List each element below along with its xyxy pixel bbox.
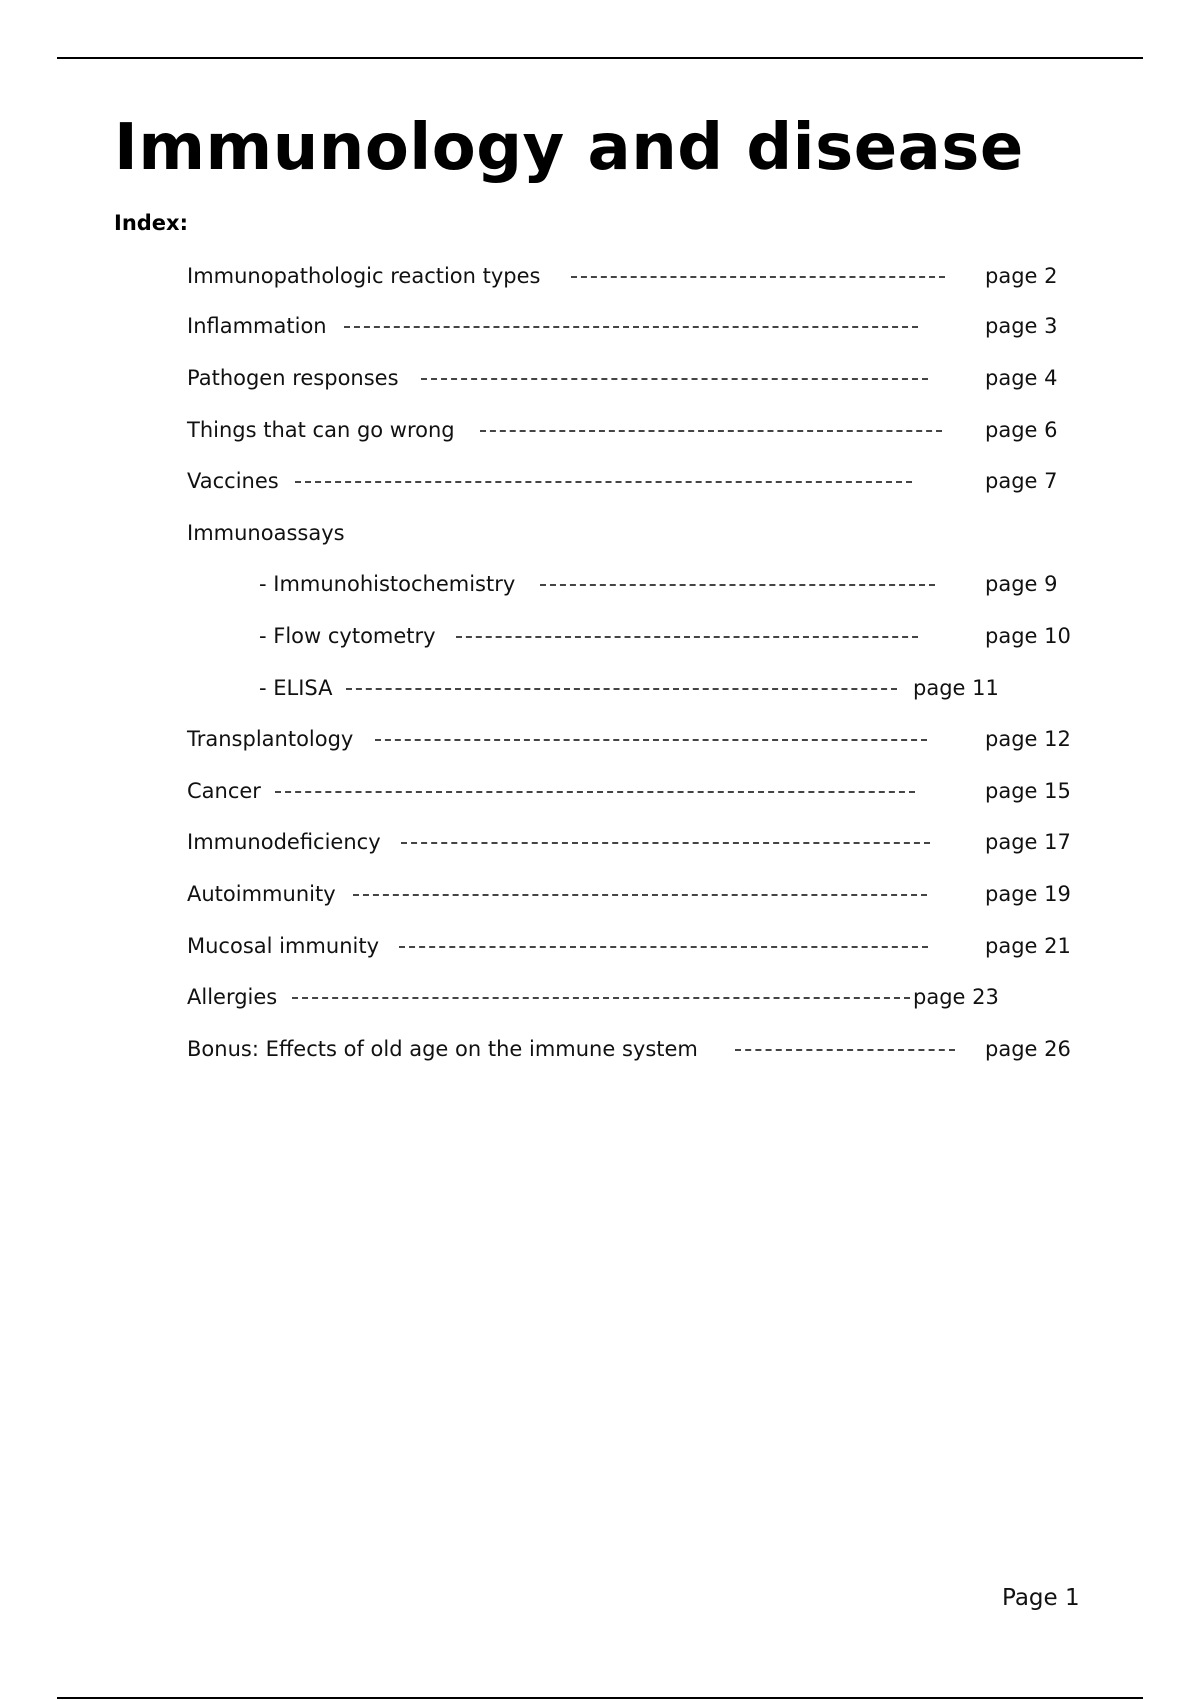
toc-leader-line [353, 894, 927, 896]
toc-entry-title: - Immunohistochemistry [259, 572, 516, 596]
toc-entry [0, 467, 1200, 495]
toc-leader-line [295, 481, 912, 483]
toc-page-reference: page 21 [985, 934, 1071, 958]
toc-page-reference: page 17 [985, 830, 1071, 854]
toc-entry-title: Cancer [187, 779, 261, 803]
toc-leader-line [735, 1049, 955, 1051]
toc-leader-line [480, 430, 942, 432]
toc-leader-line [421, 378, 928, 380]
toc-page-reference: page 9 [985, 572, 1058, 596]
toc-entry-title: Inflammation [187, 314, 327, 338]
toc-page-reference: page 23 [913, 985, 999, 1009]
toc-entry-title: Immunodeficiency [187, 830, 381, 854]
toc-leader-line [344, 326, 918, 328]
toc-entry-title: Autoimmunity [187, 882, 336, 906]
toc-leader-line [375, 739, 927, 741]
toc-leader-line [292, 997, 910, 999]
toc-page-reference: page 6 [985, 418, 1058, 442]
toc-subentry [0, 570, 1200, 598]
toc-entry-title: Things that can go wrong [187, 418, 455, 442]
toc-leader-line [401, 842, 930, 844]
toc-entry [0, 416, 1200, 444]
toc-page-reference: page 2 [985, 264, 1058, 288]
toc-leader-line [456, 636, 918, 638]
toc-entry-title: Pathogen responses [187, 366, 399, 390]
toc-entry-title: Bonus: Effects of old age on the immune system [187, 1037, 698, 1061]
toc-entry-title: Transplantology [187, 727, 354, 751]
bottom-rule [57, 1697, 1143, 1699]
toc-leader-line [399, 946, 928, 948]
toc-entry [0, 364, 1200, 392]
toc-leader-line [540, 584, 935, 586]
toc-page-reference: page 26 [985, 1037, 1071, 1061]
toc-entry [0, 777, 1200, 805]
toc-entry [0, 828, 1200, 856]
toc-entry-title: Mucosal immunity [187, 934, 380, 958]
toc-subentry [0, 622, 1200, 650]
toc-entry [0, 262, 1200, 290]
toc-entry-title: Immunoassays [187, 521, 345, 545]
toc-entry-title: Vaccines [187, 469, 279, 493]
toc-entry [0, 519, 1200, 547]
toc-page-reference: page 11 [913, 676, 999, 700]
toc-entry [0, 880, 1200, 908]
toc-entry [0, 1035, 1200, 1063]
toc-entry [0, 983, 1200, 1011]
toc-leader-line [346, 688, 897, 690]
toc-page-reference: page 10 [985, 624, 1071, 648]
document-title: Immunology and disease [114, 111, 1024, 185]
toc-entry [0, 725, 1200, 753]
toc-entry [0, 312, 1200, 340]
index-heading: Index: [114, 211, 188, 235]
toc-page-reference: page 4 [985, 366, 1058, 390]
toc-entry-title: Allergies [187, 985, 278, 1009]
toc-page-reference: page 15 [985, 779, 1071, 803]
toc-entry-title: Immunopathologic reaction types [187, 264, 541, 288]
toc-entry-title: - Flow cytometry [259, 624, 436, 648]
toc-entry-title: - ELISA [259, 676, 333, 700]
toc-leader-line [571, 276, 945, 278]
page-number: Page 1 [1002, 1585, 1080, 1611]
toc-page-reference: page 12 [985, 727, 1071, 751]
toc-page-reference: page 3 [985, 314, 1058, 338]
toc-page-reference: page 19 [985, 882, 1071, 906]
toc-entry [0, 932, 1200, 960]
toc-page-reference: page 7 [985, 469, 1058, 493]
toc-leader-line [275, 791, 915, 793]
toc-subentry [0, 674, 1200, 702]
